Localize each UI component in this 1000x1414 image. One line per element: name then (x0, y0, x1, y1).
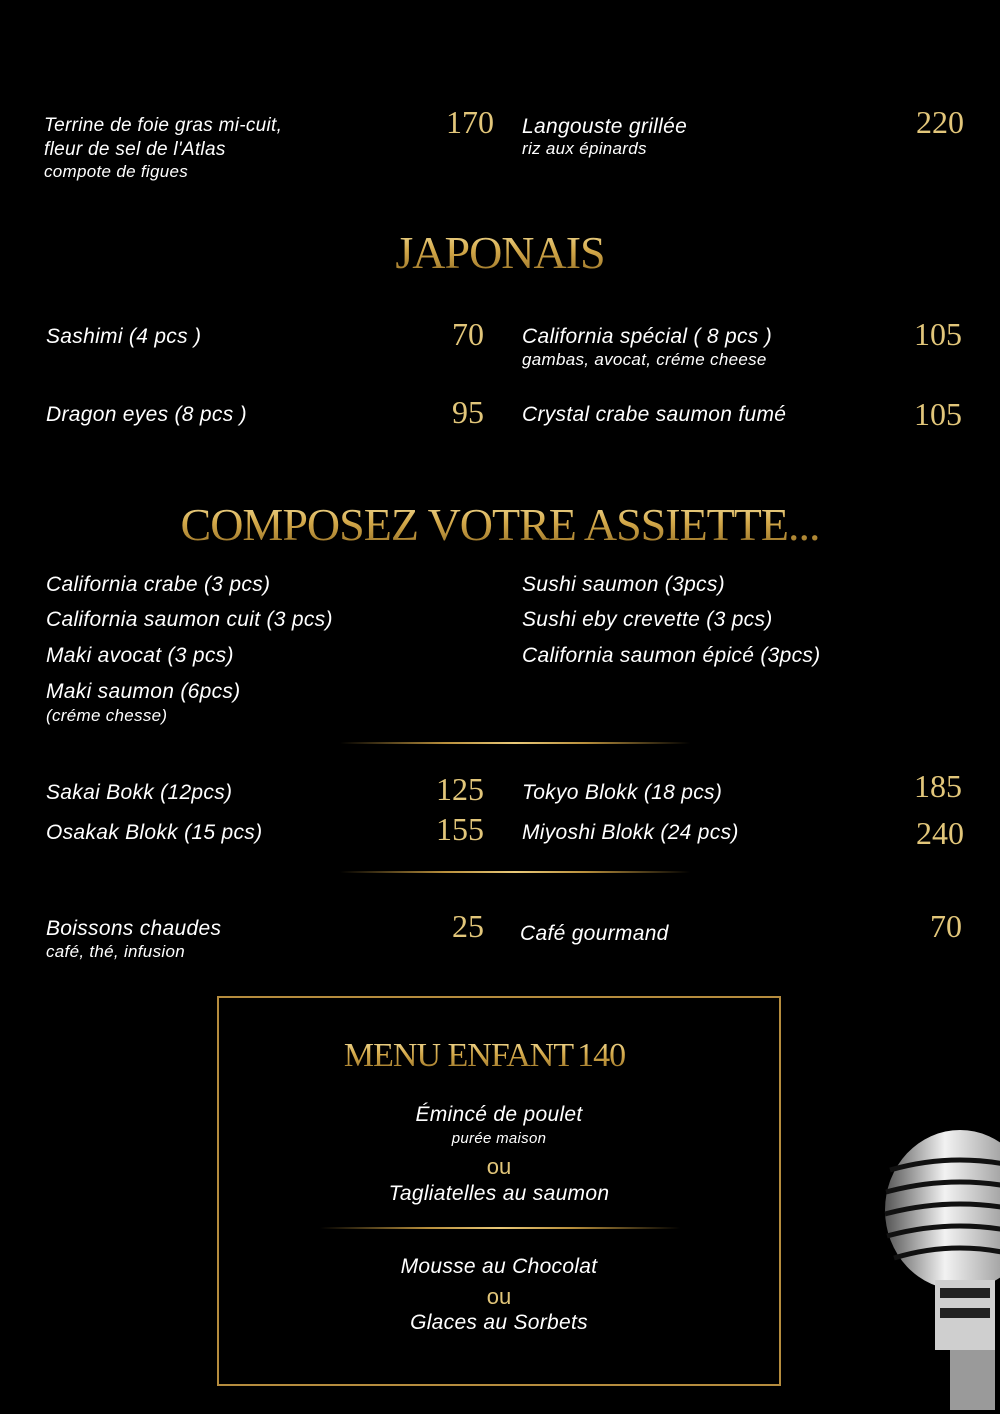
item-boissons-price: 25 (452, 908, 484, 944)
menu-enfant-currency: DHS (629, 1039, 655, 1054)
menu-enfant-plat-1-desc: purée maison (451, 1130, 547, 1147)
gold-divider (340, 742, 690, 744)
menu-enfant-plat-2: Tagliatelles au saumon (388, 1182, 610, 1205)
composez-item-note: (créme chesse) (46, 706, 168, 725)
menu-enfant-dessert-2: Glaces au Sorbets (410, 1311, 588, 1334)
item-cafe-gourmand-price: 70 (930, 908, 962, 944)
menu-enfant-or-1: ou (486, 1154, 512, 1179)
composez-item: Maki saumon (6pcs) (46, 680, 241, 703)
composez-item: California saumon cuit (3 pcs) (46, 608, 333, 631)
gold-divider (340, 871, 690, 873)
item-boissons-name: Boissons chaudes (46, 917, 222, 940)
item-sakai-price: 125 (436, 771, 484, 807)
composez-item: Sushi saumon (3pcs) (522, 573, 725, 596)
menu-enfant-dessert-1: Mousse au Chocolat (400, 1255, 598, 1278)
composez-item: Sushi eby crevette (3 pcs) (522, 608, 773, 631)
item-sashimi-price: 70 (452, 316, 484, 352)
item-tokyo-price: 185 (914, 768, 962, 804)
menu-enfant-title (217, 1037, 781, 1075)
item-crystal-crabe-price: 105 (914, 396, 962, 432)
microphone-icon (880, 1130, 1000, 1410)
item-langouste-price: 220 (916, 104, 964, 140)
item-miyoshi-name: Miyoshi Blokk (24 pcs) (522, 821, 739, 844)
item-foie-gras-name: Terrine de foie gras mi-cuit, (44, 115, 283, 136)
item-tokyo-name: Tokyo Blokk (18 pcs) (522, 781, 723, 804)
item-foie-gras-price: 170 (446, 104, 494, 140)
item-miyoshi-price: 240 (916, 815, 964, 851)
item-sashimi-name: Sashimi (4 pcs ) (46, 325, 202, 348)
menu-enfant-price: 140 (577, 1037, 626, 1074)
item-california-special-desc: gambas, avocat, créme cheese (522, 350, 767, 369)
item-dragon-eyes-price: 95 (452, 394, 484, 430)
item-langouste-name: Langouste grillée (522, 115, 688, 138)
item-langouste-desc: riz aux épinards (522, 139, 647, 158)
item-dragon-eyes-name: Dragon eyes (8 pcs ) (46, 403, 247, 426)
item-cafe-gourmand-name: Café gourmand (520, 922, 669, 945)
section-title-composez: COMPOSEZ VOTRE ASSIETTE... (150, 498, 850, 551)
composez-item: California saumon épicé (3pcs) (522, 644, 821, 667)
item-foie-gras-desc-2: compote de figues (44, 162, 189, 181)
item-crystal-crabe-name: Crystal crabe saumon fumé (522, 403, 787, 426)
item-california-special-price: 105 (914, 316, 962, 352)
menu-enfant-title-text: MENU ENFANT (343, 1037, 574, 1074)
composez-item: Maki avocat (3 pcs) (46, 644, 234, 667)
item-foie-gras-desc-1: fleur de sel de l'Atlas (44, 139, 226, 160)
menu-enfant-plat-1: Émincé de poulet (415, 1103, 583, 1126)
item-sakai-name: Sakai Bokk (12pcs) (46, 781, 233, 804)
menu-enfant-or-2: ou (486, 1284, 512, 1309)
item-california-special-name: California spécial ( 8 pcs ) (522, 325, 772, 348)
section-title-japonais: JAPONAIS (300, 226, 700, 279)
composez-item: California crabe (3 pcs) (46, 573, 271, 596)
item-osakak-price: 155 (436, 811, 484, 847)
item-boissons-desc: café, thé, infusion (46, 942, 185, 961)
gold-divider (320, 1227, 680, 1229)
item-osakak-name: Osakak Blokk (15 pcs) (46, 821, 263, 844)
